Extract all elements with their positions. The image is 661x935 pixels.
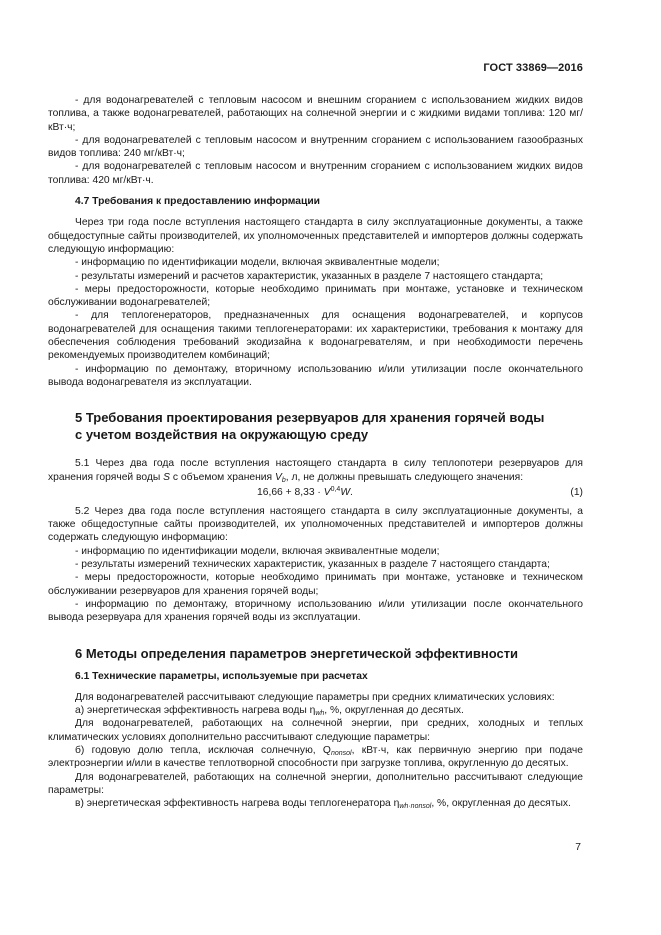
list-item: - для водонагревателей с тепловым насосом и внешним сгоранием с использованием жидких видов топлива, а также водонагревателей, работающих на солнечной энергии и с жидкими видами топлива: 120 мг/кВт·ч; [48, 95, 583, 133]
list-item: а) энергетическая эффективность нагрева воды $\eta_{wh}$, %, округленная до десятых. [75, 705, 464, 718]
paragraph: Для водонагревателей, работающих на солнечной энергии, при средних, холодных и теплых климатических условиях дополнительно рассчитывают следующие параметры: [48, 718, 583, 743]
list-item: - результаты измерений технических характеристик, указанных в разделе 7 настоящего стандарта; [75, 559, 550, 571]
section-6-1-heading: 6.1 Технические параметры, используемые при расчетах [75, 670, 368, 682]
list-item: - для водонагревателей с тепловым насосом и внутренним сгоранием с использованием жидких видов топлива: 420 мг/кВт·ч. [48, 161, 583, 186]
list-item: в) энергетическая эффективность нагрева воды теплогенератора $\eta_{wh\cdot nonsol}$, %, округленная до десятых. [75, 798, 571, 811]
standard-header: ГОСТ 33869—2016 [483, 62, 583, 74]
section-5-heading-line2: с учетом воздействия на окружающую среду [75, 427, 369, 443]
list-item: - для водонагревателей с тепловым насосом и внутренним сгоранием с использованием газообразных видов топлива: 240 мг/кВт·ч; [48, 134, 583, 160]
section-6-heading: 6 Методы определения параметров энергетической эффективности [75, 645, 519, 661]
list-item: - результаты измерений и расчетов характеристик, указанных в разделе 7 настоящего стандарта; [75, 270, 544, 282]
formula-number: (1) [570, 486, 583, 498]
list-item: - для теплогенераторов, предназначенных для оснащения водонагревателей, и корпусов водонагревателей для оснащения такими теплогенераторами: их характеристики, требования к монтажу для обеспечения соблюдения требований экодизайна к водонагревателям, и при необходимости перечень рекомендуемых производителем комбинаций; [48, 310, 583, 362]
paragraph: Для водонагревателей, работающих на солнечной энергии, дополнительно рассчитывают следующие параметры: [48, 771, 583, 796]
page-number: 7 [575, 842, 581, 853]
paragraph-5-1: 5.1 Через два года после вступления настоящего стандарта в силу теплопотери резервуаров для хранения горячей воды S с объемом хранения $V_b$, л, не должны превышать следующего значения: [48, 458, 583, 484]
section-5-heading-line1: 5 Требования проектирования резервуаров для хранения горячей воды [75, 410, 545, 426]
list-item: - информацию по демонтажу, вторичному использованию и/или утилизации после окончательного вывода водонагревателя из эксплуатации. [48, 363, 583, 388]
section-5-heading [48, 409, 583, 443]
list-item: - информацию по демонтажу, вторичному использованию и/или утилизации после окончательного вывода резервуара для хранения горячей воды из эксплуатации. [48, 598, 583, 624]
list-item: - меры предосторожности, которые необходимо принимать при монтаже, установке и техническом обслуживании резервуаров для хранения горячей воды; [48, 572, 583, 597]
page-content [48, 94, 583, 810]
paragraph-5-2: 5.2 Через два года после вступления настоящего стандарта в силу эксплуатационные документы, а также общедоступные сайты производителей, их уполномоченных представителей и импортеров должны содержать следующую информацию: [48, 505, 583, 544]
paragraph: Для водонагревателей рассчитывают следующие параметры при средних климатических условиях: [75, 691, 555, 703]
formula-expression: 16,66 + 8,33 · V$^{0,4}$W. [257, 485, 353, 498]
list-item: - информацию по идентификации модели, включая эквивалентные модели; [75, 545, 440, 557]
list-item: б) годовую долю тепла, исключая солнечную, $Q_{nonsol}$, кВт·ч, как первичную энергию при подаче электроэнергии и/или в качестве теплотворной способности при загрузке топлива, округленную до десятых. [48, 744, 583, 770]
formula-1 [48, 486, 583, 501]
list-item: - меры предосторожности, которые необходимо принимать при монтаже, установке и техническом обслуживании водонагревателей; [48, 283, 583, 309]
list-item: - информацию по идентификации модели, включая эквивалентные модели; [75, 257, 440, 269]
section-4-7-heading: 4.7 Требования к предоставлению информации [75, 196, 320, 208]
paragraph: Через три года после вступления настоящего стандарта в силу эксплуатационные документы, а также общедоступные сайты производителей, их уполномоченных представителей и импортеров должны содержать следующую информацию: [48, 217, 583, 255]
